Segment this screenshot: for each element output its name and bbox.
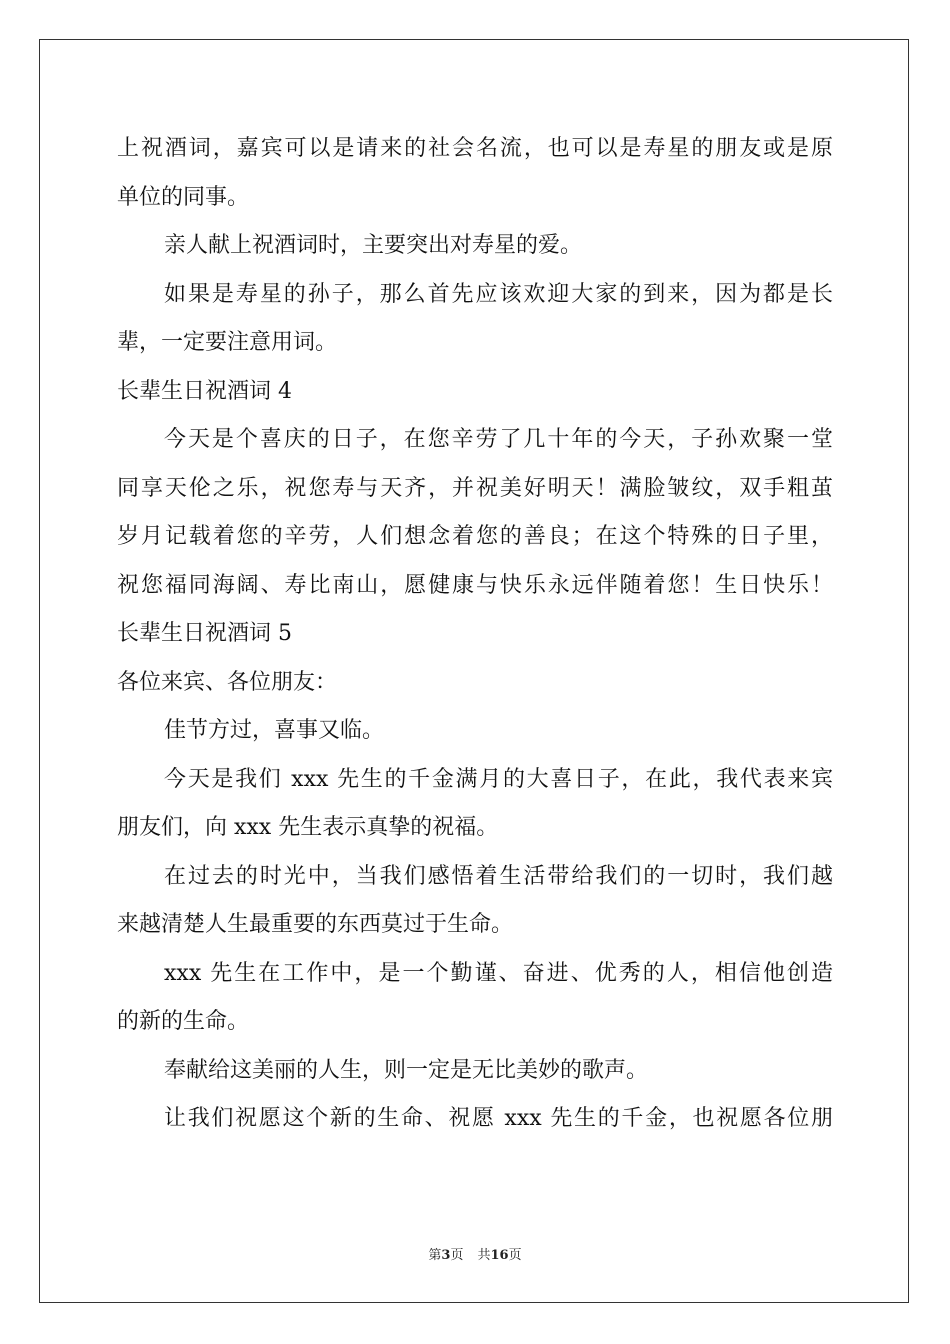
text-line: 祝您福同海阔、寿比南山，愿健康与快乐永远伴随着您！生日快乐！ (117, 572, 833, 598)
page-footer (0, 1248, 950, 1264)
text-line: 让我们祝愿这个新的生命、祝愿 xxx 先生的千金，也祝愿各位朋 (164, 1106, 833, 1131)
text-line: 在过去的时光中，当我们感悟着生活带给我们的一切时，我们越 (164, 863, 833, 889)
text-line: 单位的同事。 (117, 184, 250, 210)
text-line: 同享天伦之乐，祝您寿与天齐，并祝美好明天！满脸皱纹，双手粗茧 (117, 475, 833, 501)
text-line: 亲人献上祝酒词时，主要突出对寿星的爱。 (164, 233, 583, 258)
text-line: 上祝酒词，嘉宾可以是请来的社会名流，也可以是寿星的朋友或是原 (117, 136, 833, 161)
total-prefix: 共 (477, 1248, 491, 1263)
salutation: 各位来宾、各位朋友： (117, 669, 338, 695)
text-line: 今天是我们 xxx 先生的千金满月的大喜日子，在此，我代表来宾 (164, 766, 833, 792)
document-body (117, 125, 833, 1144)
page-suffix: 页 (450, 1248, 464, 1263)
total-pages: 16 (490, 1248, 509, 1263)
text-line: 朋友们，向 xxx 先生表示真挚的祝福。 (117, 815, 499, 840)
page-number: 3 (441, 1248, 451, 1263)
page-prefix: 第 (428, 1248, 442, 1263)
text-line: 辈，一定要注意用词。 (117, 330, 338, 355)
text-line: 佳节方过，喜事又临。 (164, 718, 385, 743)
text-line: xxx 先生在工作中，是一个勤谨、奋进、优秀的人，相信他创造 (164, 960, 833, 986)
text-line: 奉献给这美丽的人生，则一定是无比美妙的歌声。 (164, 1057, 649, 1083)
text-line: 如果是寿星的孙子，那么首先应该欢迎大家的到来，因为都是长 (164, 281, 833, 307)
text-line: 来越清楚人生最重要的东西莫过于生命。 (117, 912, 514, 937)
total-suffix: 页 (508, 1248, 522, 1263)
section-heading: 长辈生日祝酒词 4 (117, 378, 292, 404)
text-line: 今天是个喜庆的日子，在您辛劳了几十年的今天，子孙欢聚一堂 (164, 427, 833, 452)
text-line: 的新的生命。 (117, 1009, 250, 1034)
section-heading: 长辈生日祝酒词 5 (117, 621, 292, 646)
text-line: 岁月记载着您的辛劳，人们想念着您的善良；在这个特殊的日子里， (117, 524, 833, 549)
